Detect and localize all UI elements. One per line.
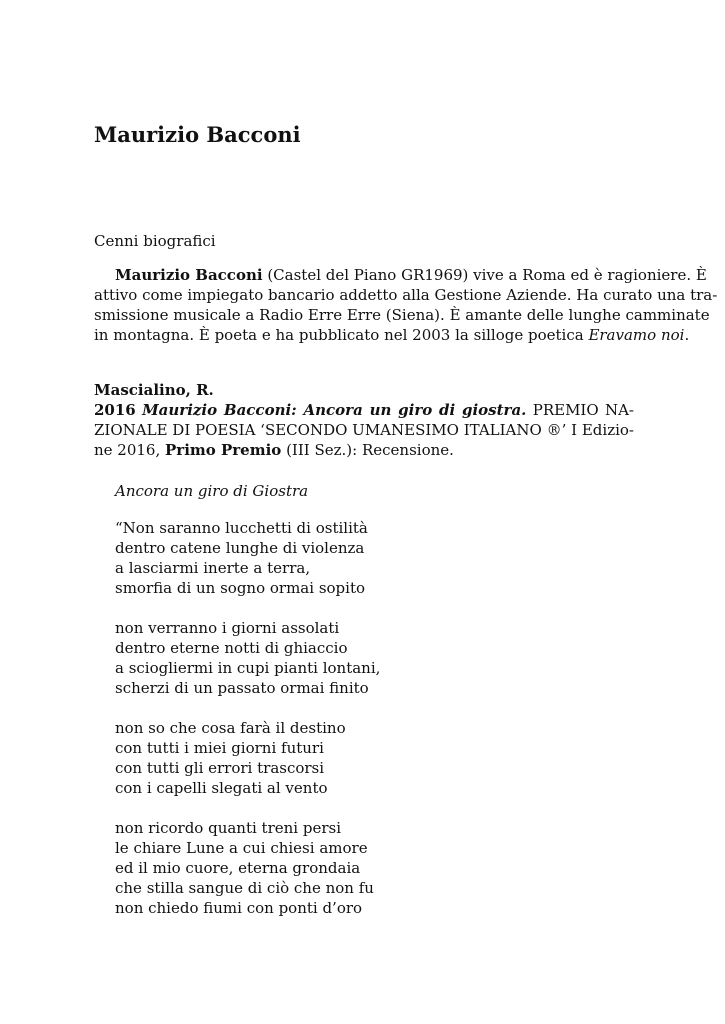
- poem-verse: scherzi di un passato ormai finito: [115, 679, 369, 697]
- poem-verse: con i capelli slegati al vento: [115, 779, 328, 797]
- poem-stanza: [115, 818, 380, 918]
- reference-text: (III Sez.): Recensione.: [281, 441, 454, 459]
- poem-verse: che stilla sangue di ciò che non fu: [115, 879, 374, 897]
- reference-line: ZIONALE DI POESIA ‘SECONDO UMANESIMO ITALIANO ®’ I Edizio-: [94, 421, 634, 439]
- poem-verse: con tutti gli errori trascorsi: [115, 759, 325, 777]
- biography-text: .: [684, 326, 690, 344]
- poem-verse: “Non saranno lucchetti di ostilità: [115, 519, 368, 537]
- reference-line: [94, 400, 634, 420]
- biography-text: (Castel del Piano GR1969) vive a Roma ed è ragioniere. È: [262, 266, 707, 284]
- poem-verse: dentro catene lunghe di violenza: [115, 539, 365, 557]
- reference-year: 2016: [94, 401, 136, 419]
- poem-stanza: [115, 518, 380, 598]
- biography-paragraph: [94, 265, 718, 345]
- poem-verse: dentro eterne notti di ghiaccio: [115, 639, 348, 657]
- biography-text: in montagna. È poeta e ha pubblicato nel 2003 la silloge poetica: [94, 326, 589, 344]
- poem-body: [115, 518, 380, 938]
- poem-verse: le chiare Lune a cui chiesi amore: [115, 839, 368, 857]
- poem-verse: non so che cosa farà il destino: [115, 719, 346, 737]
- section-label-biography: Cenni biografici: [94, 232, 216, 250]
- poem-stanza: [115, 718, 380, 798]
- biography-name: Maurizio Bacconi: [115, 266, 263, 284]
- prize-label: Primo Premio: [165, 441, 282, 459]
- reviewer-name: Mascialino, R.: [94, 381, 214, 399]
- poem-verse: ed il mio cuore, eterna grondaia: [115, 859, 361, 877]
- biography-line: [94, 325, 690, 345]
- reference-line: [94, 440, 634, 460]
- poem-verse: non ricordo quanti treni persi: [115, 819, 341, 837]
- poem-verse: smorfia di un sogno ormai sopito: [115, 579, 366, 597]
- poem-verse: non chiedo fiumi con ponti d’oro: [115, 899, 363, 917]
- reference-work-title: Maurizio Bacconi: Ancora un giro di giostra.: [142, 401, 527, 419]
- poem-title: Ancora un giro di Giostra: [115, 482, 309, 500]
- biography-line: smissione musicale a Radio Erre Erre (Siena). È amante delle lunghe camminate: [94, 306, 710, 324]
- poem-verse: non verranno i giorni assolati: [115, 619, 340, 637]
- reference-text: PREMIO NA-: [526, 401, 634, 419]
- poem-verse: a lasciarmi inerte a terra,: [115, 559, 311, 577]
- poem-verse: a sciogliermi in cupi pianti lontani,: [115, 659, 381, 677]
- biography-line: attivo come impiegato bancario addetto alla Gestione Aziende. Ha curato una tra-: [94, 286, 718, 304]
- biography-line: [94, 265, 707, 285]
- review-reference: [94, 380, 634, 460]
- poem-stanza: [115, 618, 380, 698]
- reference-text: ne 2016,: [94, 441, 166, 459]
- poem-verse: con tutti i miei giorni futuri: [115, 739, 324, 757]
- page-title: Maurizio Bacconi: [94, 122, 301, 147]
- book-title: Eravamo noi: [588, 326, 685, 344]
